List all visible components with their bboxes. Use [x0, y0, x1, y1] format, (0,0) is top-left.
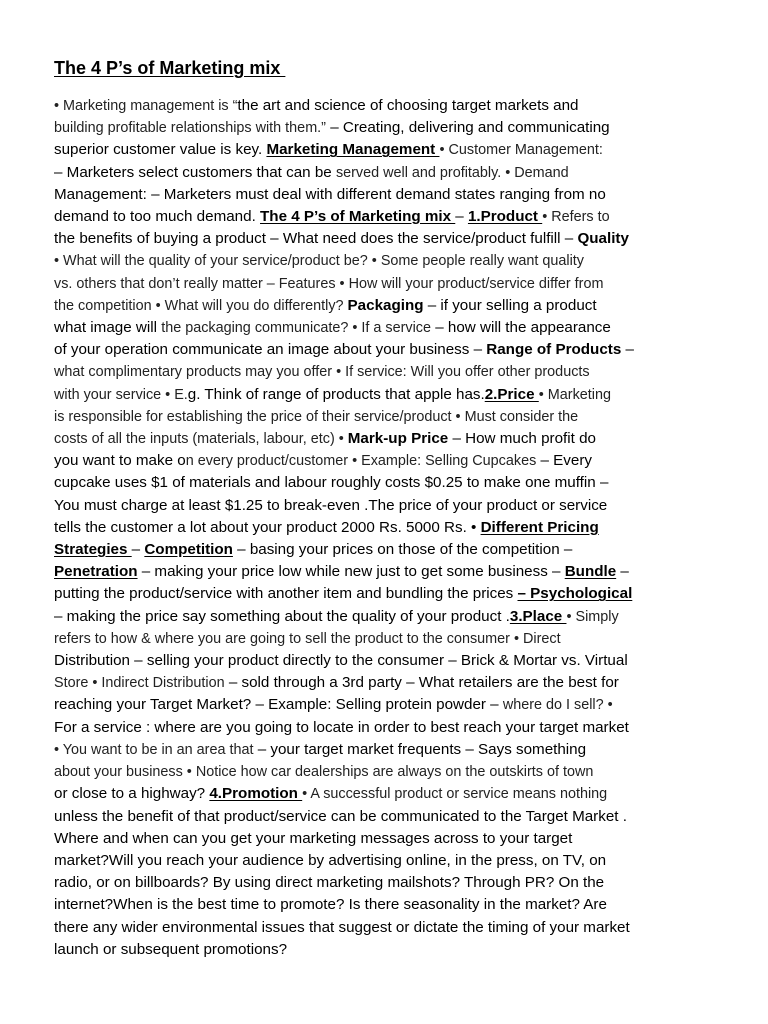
bold-heading-text: 4.Promotion — [209, 785, 303, 803]
text-line — [54, 694, 694, 716]
body-text-run: unless the benefit of that product/service can be communicated to the Target Market . — [54, 807, 627, 825]
body-text-run: – making your price low while new just to get some business – — [137, 563, 565, 581]
body-text-run: Management: – Marketers must deal with different demand states ranging from no — [54, 185, 606, 203]
body-text-run: – basing your prices on those of the competition – — [232, 541, 573, 559]
body-text-run: refers to how & where you are going to sell the product to the consumer • Direct — [54, 630, 561, 647]
body-text-run: – How much profit do — [448, 430, 596, 448]
body-text-run: demand to too much demand. — [54, 208, 261, 226]
text-line — [54, 761, 694, 783]
bold-heading-text: 2.Price — [484, 385, 539, 403]
bold-heading-text: Bundle — [564, 563, 617, 581]
body-text-run: – sold through a 3rd party – What retailers are the best for — [224, 674, 619, 692]
body-text-run: market?Will you reach your audience by advertising online, in the press, on TV, on — [54, 851, 607, 869]
body-text-run: – — [131, 541, 145, 559]
bold-heading-text: Quality — [577, 230, 629, 248]
text-line — [54, 828, 694, 850]
body-text-run: • A successful product or service means nothing — [302, 786, 608, 803]
text-line — [54, 539, 694, 561]
body-text-run: – your target market frequents – Says something — [253, 740, 587, 758]
bold-heading-text: 3.Place — [509, 607, 567, 625]
text-line — [54, 472, 694, 494]
body-text-run: n every product/customer • Example: Selling Cupcakes — [185, 453, 537, 470]
text-line — [54, 384, 694, 406]
text-line — [54, 117, 694, 139]
text-line — [54, 739, 694, 761]
bold-heading-text: 1.Product — [467, 208, 543, 226]
text-line — [54, 939, 694, 961]
text-line — [54, 339, 694, 361]
text-line — [54, 95, 694, 117]
bold-heading-text: Packaging — [347, 296, 424, 314]
bold-heading-text: – Psychological — [517, 585, 633, 603]
bold-heading-text: Marketing Management — [266, 141, 440, 159]
body-text-run: cupcake uses $1 of materials and labour roughly costs $0.25 to make one muffin – — [54, 474, 609, 492]
body-text-run: about your business • Notice how car dealerships are always on the outskirts of town — [54, 764, 594, 781]
body-text-run: Distribution – selling your product directly to the consumer – Brick & Mortar vs. Virtual — [54, 652, 628, 670]
body-text-run: you want to make o — [54, 452, 186, 470]
text-line — [54, 273, 694, 295]
body-text-run: vs. others that don’t really matter – Features • How will your product/service differ from — [54, 275, 604, 292]
body-text-run: what image will — [54, 319, 162, 337]
text-line — [54, 295, 694, 317]
text-line — [54, 628, 694, 650]
bold-heading-text: Mark-up Price — [347, 430, 449, 448]
body-text-run: reaching your Target Market? – Example: Selling protein powder – — [54, 696, 503, 714]
body-text-run: with your service • E. — [54, 386, 188, 403]
body-text-run: You must charge at least $1.25 to break-even .The price of your product or service — [54, 496, 608, 514]
text-line — [54, 583, 694, 605]
body-text-run: Where and when can you get your marketing messages across to your target — [54, 829, 573, 847]
text-line — [54, 406, 694, 428]
body-text-run: – how will the appearance — [431, 319, 611, 337]
body-text-run: g. Think of range of products that apple has. — [187, 385, 485, 403]
body-text-run: • You want to be in an area that — [54, 741, 254, 758]
document-title: The 4 P’s of Marketing mix — [54, 58, 286, 78]
body-text-run: what complimentary products may you offer • If service: Will you offer other products — [54, 364, 590, 381]
body-text-run: – — [621, 341, 634, 359]
body-text-run: Store • Indirect Distribution — [54, 675, 225, 692]
bold-heading-text: Different Pricing — [480, 518, 599, 536]
text-line — [54, 139, 694, 161]
body-text-run: • Simply — [566, 608, 619, 625]
body-text-run: the art and science of choosing target markets and — [237, 97, 579, 114]
bold-heading-text: Penetration — [54, 563, 138, 581]
body-text-run: the benefits of buying a product – What need does the service/product fulfill – — [54, 230, 578, 248]
bold-heading-text: Competition — [144, 541, 233, 559]
text-line — [54, 872, 694, 894]
body-text-run: – Every — [536, 452, 592, 470]
body-text-run: served well and profitably. • Demand — [335, 164, 569, 181]
text-line — [54, 317, 694, 339]
text-line — [54, 250, 694, 272]
body-text-run: • Marketing — [538, 386, 611, 403]
text-line — [54, 206, 694, 228]
body-text-run: putting the product/service with another item and bundling the prices — [54, 585, 518, 603]
bold-heading-text: The 4 P’s of Marketing mix — [260, 208, 456, 226]
body-text-run: For a service : where are you going to locate in order to best reach your target market — [54, 718, 629, 736]
body-text-run: tells the customer a lot about your product 2000 Rs. 5000 Rs. • — [54, 518, 481, 536]
body-text-run: radio, or on billboards? By using direct marketing mailshots? Through PR? On the — [54, 874, 605, 892]
body-text-run: or close to a highway? — [54, 785, 210, 803]
body-text-run: – — [616, 563, 629, 581]
body-text-run: – — [455, 208, 468, 226]
text-line — [54, 783, 694, 805]
bold-heading-text: Range of Products — [486, 341, 622, 359]
text-line — [54, 450, 694, 472]
body-text-run: is responsible for establishing the price of their service/product • Must consider the — [54, 408, 579, 425]
text-line — [54, 428, 694, 450]
body-text-run: building profitable relationships with them.” — [54, 120, 326, 137]
text-line — [54, 162, 694, 184]
body-text-run: where do I sell? • — [502, 697, 613, 714]
bold-heading-text: Strategies — [54, 541, 132, 559]
body-text-run: • What will the quality of your service/product be? • Some people really want quality — [54, 253, 585, 270]
body-text-run: internet?When is the best time to promote? Is there seasonality in the market? Are — [54, 896, 607, 914]
body-text-run: there any wider environmental issues that suggest or dictate the timing of your market — [54, 918, 630, 936]
text-line — [54, 361, 694, 383]
text-line — [54, 517, 694, 539]
body-text-run: the packaging communicate? • If a service — [161, 320, 432, 337]
text-line — [54, 228, 694, 250]
text-line — [54, 850, 694, 872]
text-line — [54, 184, 694, 206]
body-text-run: of your operation communicate an image about your business – — [54, 341, 487, 359]
text-line — [54, 495, 694, 517]
body-text-run: • Refers to — [542, 209, 610, 226]
text-line — [54, 561, 694, 583]
body-text-run: – if your selling a product — [423, 296, 597, 314]
body-text-run: costs of all the inputs (materials, labour, etc) • — [54, 431, 348, 448]
text-line — [54, 650, 694, 672]
text-line — [54, 606, 694, 628]
body-text-run: • Marketing management is “ — [54, 98, 238, 114]
body-text-run: • Customer Management: — [439, 142, 603, 159]
text-line — [54, 717, 694, 739]
body-text-run: – Marketers select customers that can be — [54, 163, 336, 181]
text-line — [54, 672, 694, 694]
body-text-run: launch or subsequent promotions? — [54, 940, 288, 958]
text-line — [54, 894, 694, 916]
body-text-run: – making the price say something about the quality of your product . — [54, 607, 510, 625]
body-text-run: superior customer value is key. — [54, 141, 267, 159]
text-line — [54, 917, 694, 939]
document-body — [54, 95, 694, 961]
body-text-run: – Creating, delivering and communicating — [325, 119, 610, 137]
body-text-run: the competition • What will you do differently? — [54, 297, 348, 314]
text-line — [54, 806, 694, 828]
